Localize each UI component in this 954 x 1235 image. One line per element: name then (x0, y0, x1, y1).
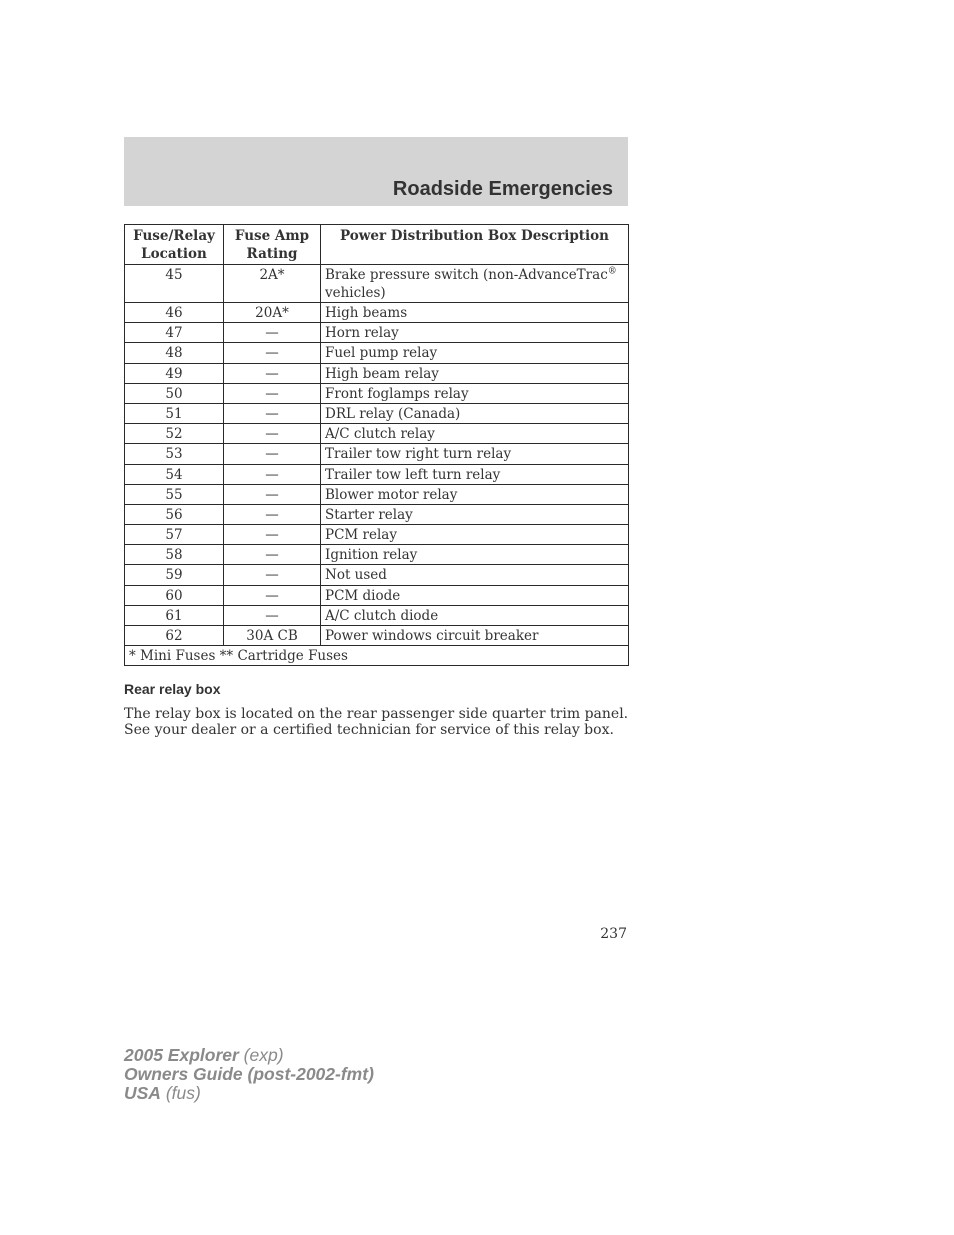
cell-rating: — (224, 484, 321, 504)
footer-model-code: (exp) (243, 1045, 284, 1065)
table-row (125, 424, 629, 444)
cell-description: Not used (321, 565, 629, 585)
cell-location: 57 (125, 525, 224, 545)
table-row (125, 343, 629, 363)
header-rating (224, 225, 321, 265)
cell-description: Power windows circuit breaker (321, 626, 629, 646)
cell-rating: — (224, 403, 321, 423)
cell-rating: 20A* (224, 303, 321, 323)
description-continued: vehicles) (325, 285, 386, 301)
cell-description: Fuel pump relay (321, 343, 629, 363)
table-row (125, 383, 629, 403)
header-rating-line2: Rating (246, 246, 298, 262)
cell-description: Front foglamps relay (321, 383, 629, 403)
cell-rating: 2A* (224, 265, 321, 303)
cell-location: 51 (125, 403, 224, 423)
cell-description: Starter relay (321, 504, 629, 524)
footer-line-3 (124, 1084, 374, 1103)
section-header-band (124, 137, 628, 206)
header-location-line2: Location (141, 246, 207, 262)
cell-description: Horn relay (321, 323, 629, 343)
cell-location: 46 (125, 303, 224, 323)
cell-location: 53 (125, 444, 224, 464)
cell-rating: — (224, 504, 321, 524)
cell-description: A/C clutch relay (321, 424, 629, 444)
cell-location: 56 (125, 504, 224, 524)
header-description: Power Distribution Box Description (321, 225, 629, 265)
table-row (125, 444, 629, 464)
rear-relay-paragraph (124, 706, 629, 738)
cell-location: 62 (125, 626, 224, 646)
cell-rating: — (224, 545, 321, 565)
cell-description: Trailer tow left turn relay (321, 464, 629, 484)
cell-location: 59 (125, 565, 224, 585)
cell-description: PCM relay (321, 525, 629, 545)
cell-rating: 30A CB (224, 626, 321, 646)
cell-description: A/C clutch diode (321, 605, 629, 625)
cell-location: 55 (125, 484, 224, 504)
table-row (125, 265, 629, 303)
table-row (125, 605, 629, 625)
cell-rating: — (224, 605, 321, 625)
table-row (125, 626, 629, 646)
cell-rating: — (224, 444, 321, 464)
table-row (125, 545, 629, 565)
cell-description: PCM diode (321, 585, 629, 605)
cell-description: High beams (321, 303, 629, 323)
cell-location: 52 (125, 424, 224, 444)
cell-location: 58 (125, 545, 224, 565)
table-row (125, 303, 629, 323)
header-location-line1: Fuse/Relay (133, 228, 215, 244)
cell-description: DRL relay (Canada) (321, 403, 629, 423)
cell-description: Ignition relay (321, 545, 629, 565)
rear-relay-heading: Rear relay box (124, 681, 221, 697)
table-row (125, 323, 629, 343)
paragraph-line-1: The relay box is located on the rear passenger side quarter trim panel. (124, 706, 629, 722)
table-row (125, 565, 629, 585)
footer-line-1 (124, 1046, 374, 1065)
cell-rating: — (224, 585, 321, 605)
cell-rating: — (224, 424, 321, 444)
cell-location: 61 (125, 605, 224, 625)
cell-location: 47 (125, 323, 224, 343)
document-footer (124, 1046, 374, 1103)
table-row (125, 525, 629, 545)
table-row (125, 363, 629, 383)
header-rating-line1: Fuse Amp (234, 228, 310, 244)
cell-rating: — (224, 565, 321, 585)
cell-location: 60 (125, 585, 224, 605)
footer-model: 2005 Explorer (124, 1045, 239, 1065)
cell-rating: — (224, 383, 321, 403)
table-footnote: * Mini Fuses ** Cartridge Fuses (125, 646, 629, 666)
table-footnote-row (125, 646, 629, 666)
cell-location: 54 (125, 464, 224, 484)
cell-description: Blower motor relay (321, 484, 629, 504)
table-row (125, 484, 629, 504)
section-title: Roadside Emergencies (392, 178, 613, 200)
fuse-relay-table (124, 224, 629, 666)
paragraph-line-2: See your dealer or a certified technician for service of this relay box. (124, 722, 614, 738)
registered-mark: ® (607, 266, 617, 277)
cell-description: High beam relay (321, 363, 629, 383)
table-header-row (125, 225, 629, 265)
cell-description: Trailer tow right turn relay (321, 444, 629, 464)
footer-guide: Owners Guide (post-2002-fmt) (124, 1064, 374, 1084)
table-row (125, 464, 629, 484)
header-location (125, 225, 224, 265)
footer-market-code: (fus) (165, 1083, 201, 1103)
table-row (125, 504, 629, 524)
description-text: Brake pressure switch (non-AdvanceTrac (325, 267, 608, 283)
footer-line-2 (124, 1065, 374, 1084)
cell-location: 49 (125, 363, 224, 383)
footer-market: USA (124, 1083, 161, 1103)
cell-location: 50 (125, 383, 224, 403)
cell-location: 45 (125, 265, 224, 303)
cell-rating: — (224, 363, 321, 383)
table-row (125, 403, 629, 423)
cell-description (321, 265, 629, 303)
cell-rating: — (224, 323, 321, 343)
cell-rating: — (224, 464, 321, 484)
cell-rating: — (224, 343, 321, 363)
table-row (125, 585, 629, 605)
page-number: 237 (600, 926, 627, 942)
cell-location: 48 (125, 343, 224, 363)
cell-rating: — (224, 525, 321, 545)
